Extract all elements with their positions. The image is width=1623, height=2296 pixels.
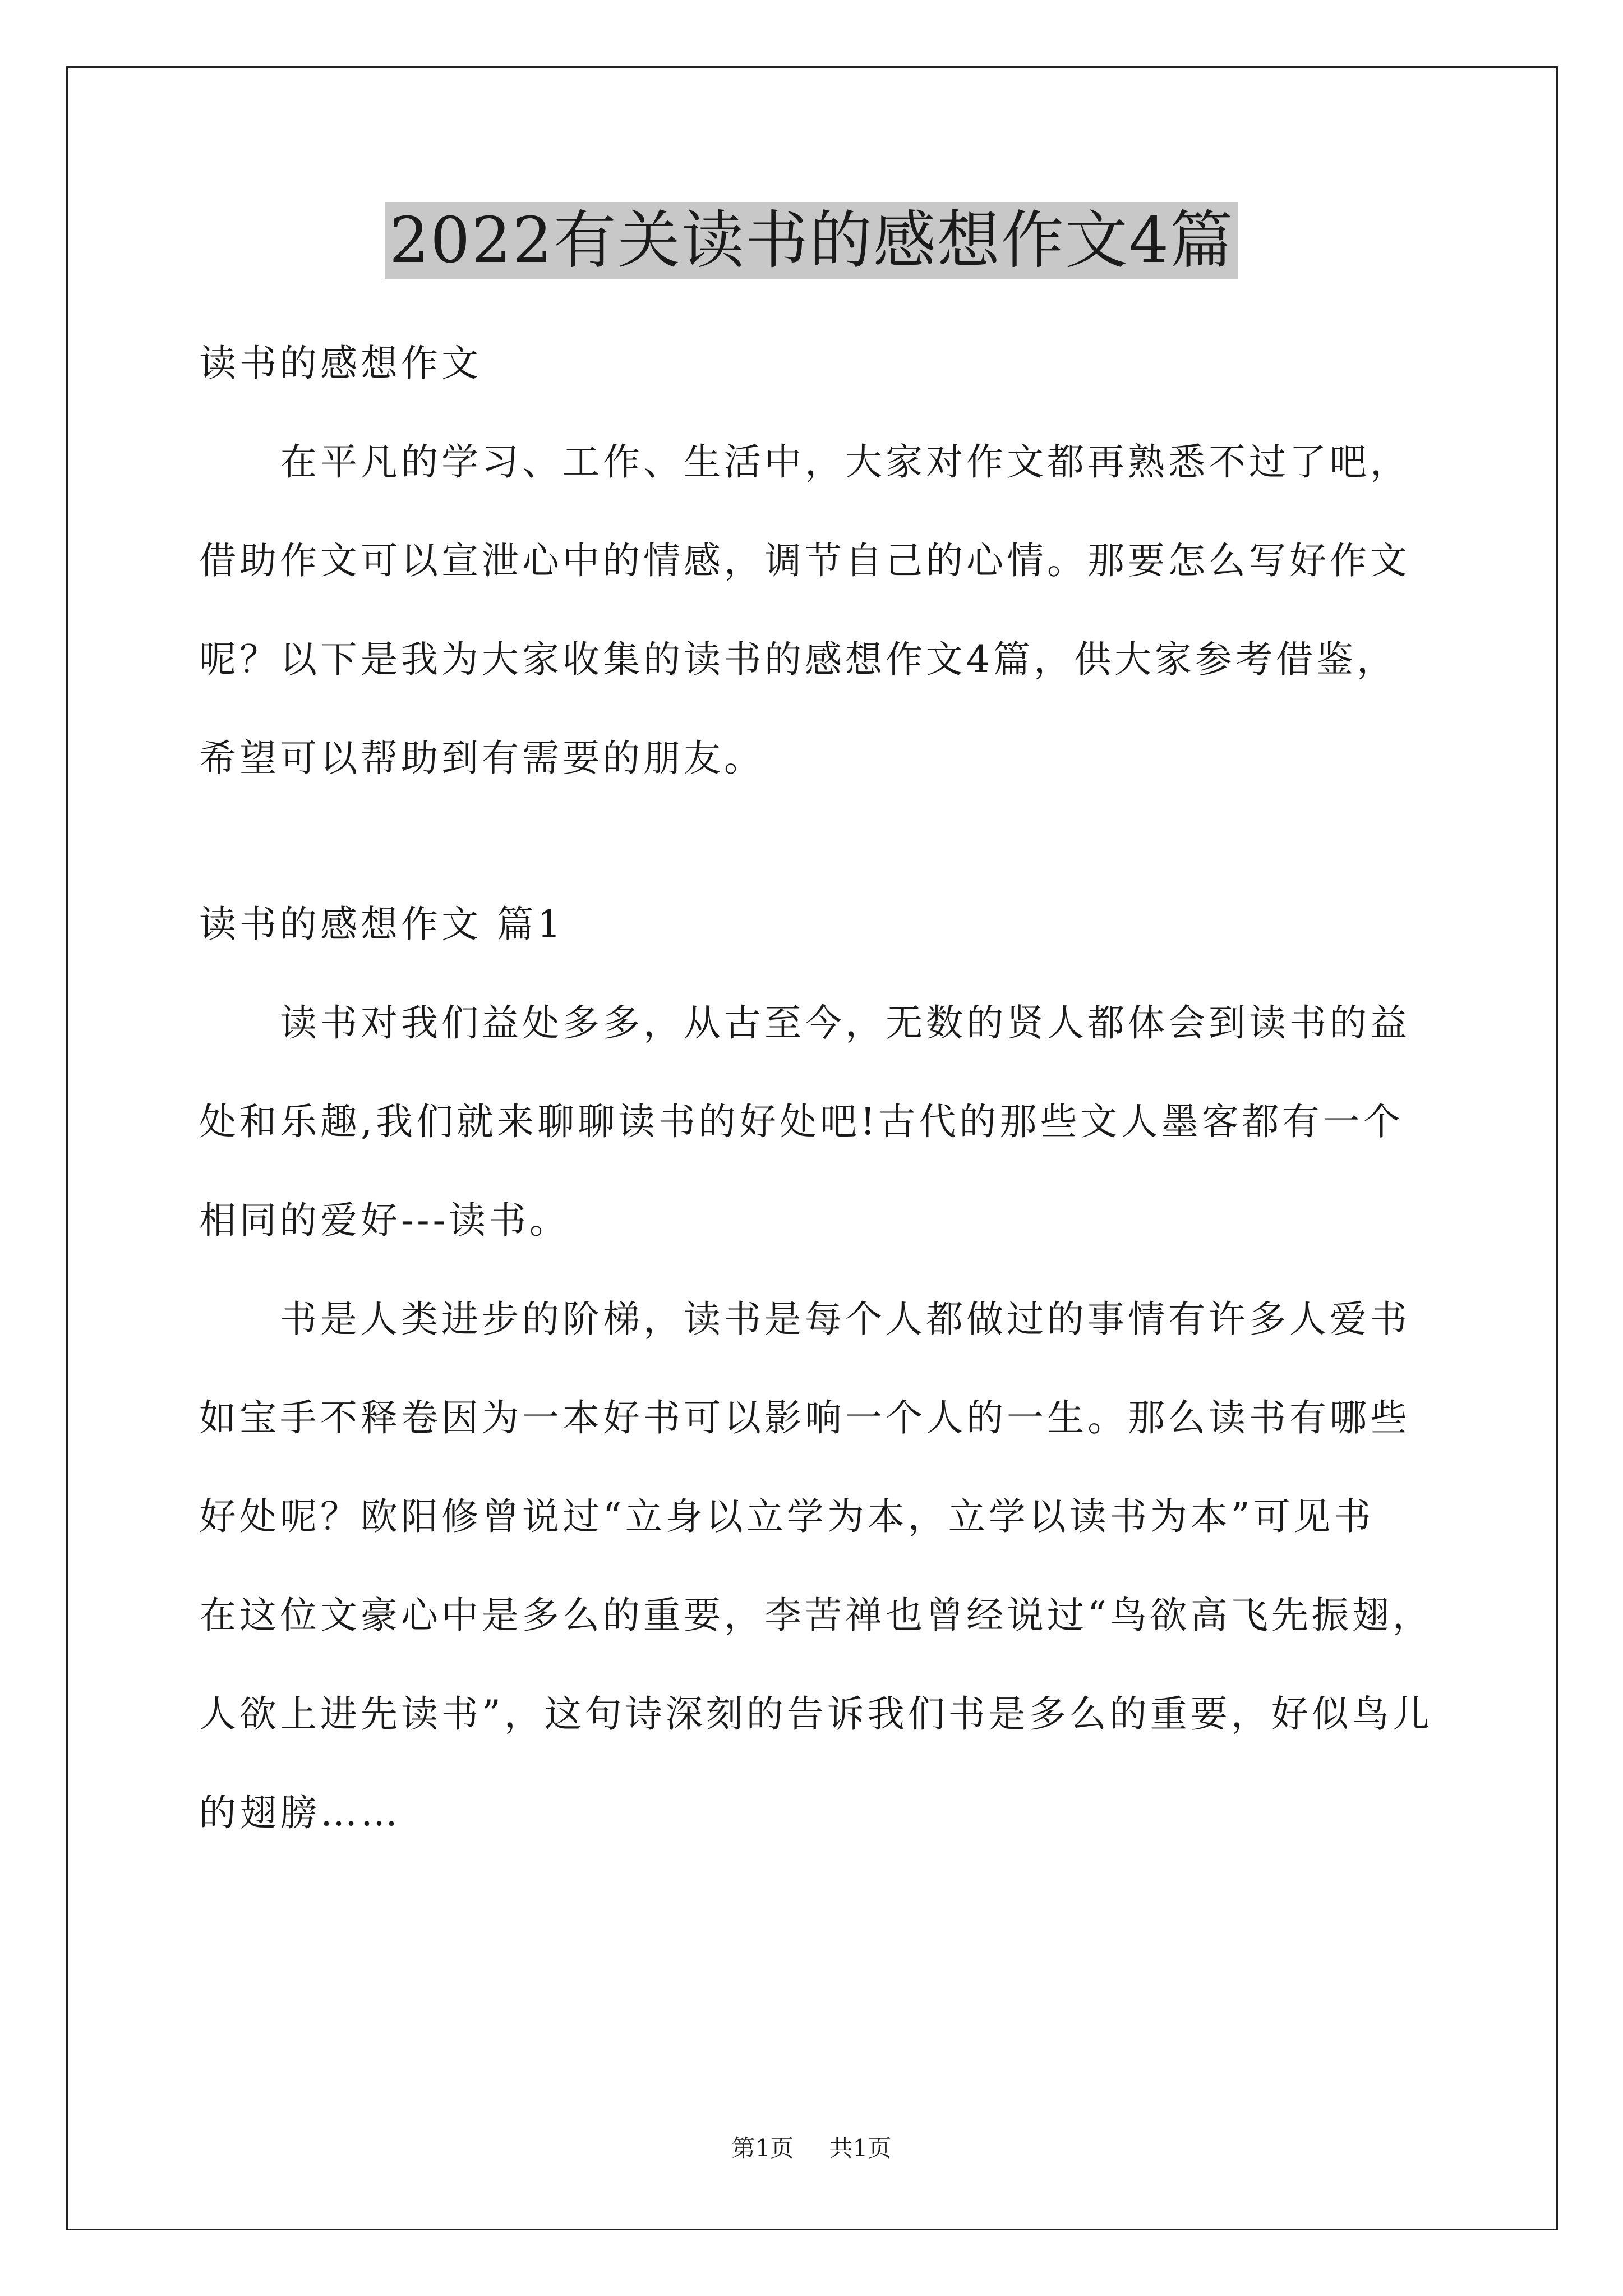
paragraph-line: 读书对我们益处多多，从古至今，无数的贤人都体会到读书的益 bbox=[199, 1001, 1410, 1045]
paragraph-line: 人欲上进先读书”，这句诗深刻的告诉我们书是多么的重要，好似鸟儿 bbox=[199, 1692, 1433, 1736]
document-title: 2022有关读书的感想作文4篇 bbox=[385, 202, 1238, 279]
page-total: 共1页 bbox=[829, 2134, 892, 2162]
paragraph-line: 在平凡的学习、工作、生活中，大家对作文都再熟悉不过了吧， bbox=[199, 440, 1410, 484]
section-spacer bbox=[199, 808, 1433, 875]
paragraph-line: 处和乐趣,我们就来聊聊读书的好处吧!古代的那些文人墨客都有一个 bbox=[199, 1100, 1404, 1143]
paragraph-line: 希望可以帮助到有需要的朋友。 bbox=[199, 737, 764, 780]
paragraph-line: 书是人类进步的阶梯，读书是每个人都做过的事情有许多人爱书 bbox=[199, 1297, 1410, 1341]
paragraph-2 bbox=[199, 1270, 1433, 1862]
intro-paragraph bbox=[199, 413, 1433, 808]
paragraph-1 bbox=[199, 974, 1433, 1270]
paragraph-line: 的翅膀…… bbox=[199, 1791, 401, 1834]
paragraph-line: 在这位文豪心中是多么的重要，李苦禅也曾经说过“鸟欲高飞先振翅， bbox=[199, 1594, 1433, 1637]
intro-heading: 读书的感想作文 bbox=[199, 342, 482, 385]
page-footer bbox=[0, 2132, 1623, 2165]
paragraph-line: 相同的爱好---读书。 bbox=[199, 1199, 570, 1242]
paragraph-line: 呢？以下是我为大家收集的读书的感想作文4篇，供大家参考借鉴， bbox=[199, 638, 1397, 681]
paragraph-line: 如宝手不释卷因为一本好书可以影响一个人的一生。那么读书有哪些 bbox=[199, 1396, 1410, 1439]
paragraph-line: 借助作文可以宣泄心中的情感，调节自己的心情。那要怎么写好作文 bbox=[199, 539, 1410, 582]
page-number: 第1页 bbox=[731, 2134, 794, 2162]
document-body bbox=[199, 314, 1433, 1862]
paragraph-line: 好处呢？欧阳修曾说过“立身以立学为本，立学以读书为本”可见书 bbox=[199, 1495, 1375, 1538]
title-container bbox=[0, 202, 1623, 279]
section-heading: 读书的感想作文 篇1 bbox=[199, 903, 564, 946]
